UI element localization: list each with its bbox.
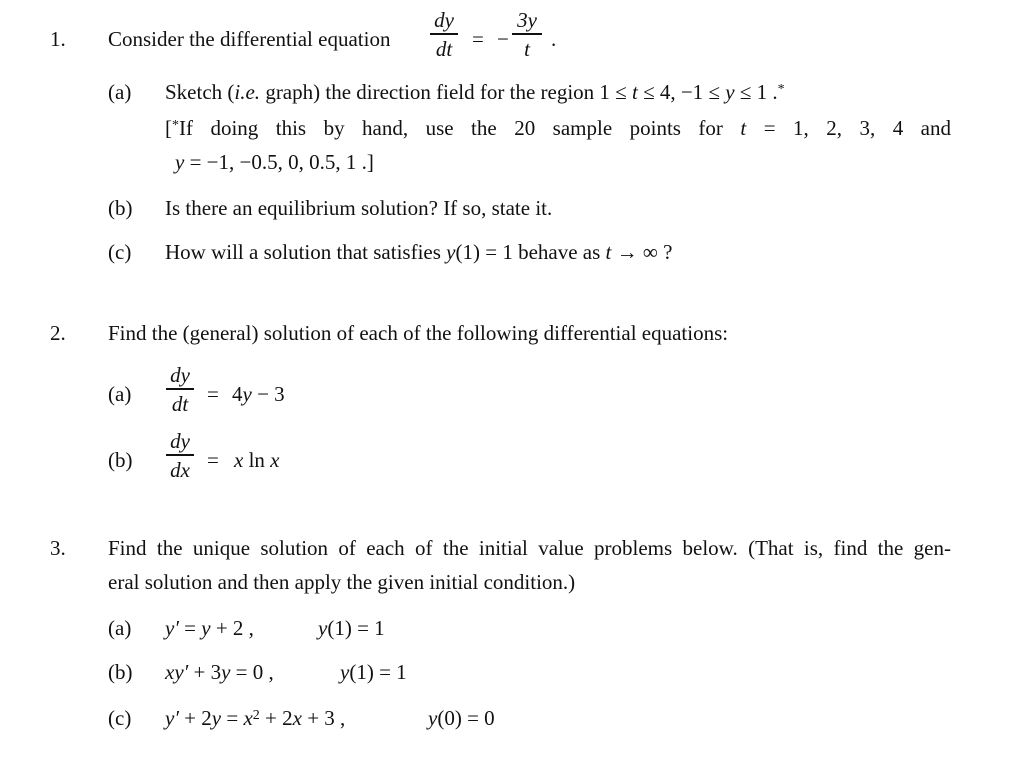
q1-equals: = bbox=[472, 27, 484, 51]
q3a-equals: = bbox=[178, 616, 202, 640]
q3c-var-x: x bbox=[243, 706, 253, 730]
q1a-note-text-2: = 1, 2, 3, 4 and bbox=[746, 116, 951, 140]
q1-part-a-note-line-2 bbox=[175, 150, 374, 175]
q1a-note-text-1: If doing this by hand, use the 20 sample points for bbox=[179, 116, 741, 140]
q1c-text-3: → ∞ ? bbox=[611, 240, 673, 264]
question-3-line-2: eral solution and then apply the given initial condition.) bbox=[108, 570, 576, 594]
q1a-var-t: t bbox=[631, 80, 638, 104]
question-3-line-1: Find the unique solution of each of the initial value problems below. (That is, find the gen- bbox=[108, 536, 951, 560]
q3a-ic-value: (1) = 1 bbox=[327, 616, 385, 640]
q2a-rhs bbox=[232, 382, 285, 407]
q3c-plus-2: + 2 bbox=[259, 706, 293, 730]
q3-part-b-initial-condition bbox=[340, 660, 407, 685]
q1a-text-4: ≤ 1 . bbox=[734, 80, 778, 104]
q3-part-c-label: (c) bbox=[108, 706, 132, 730]
q1a-note-bracket: [ bbox=[165, 116, 172, 140]
question-2-intro: Find the (general) solution of each of the following differential equations: bbox=[108, 321, 729, 345]
q1a-note-var-t: t bbox=[740, 116, 747, 140]
q1-lhs-fraction-bar bbox=[430, 33, 458, 35]
q3c-yprime: y′ bbox=[165, 706, 179, 730]
q2b-rhs-var-x-2: x bbox=[270, 448, 280, 472]
q1c-var-t: t bbox=[605, 240, 612, 264]
q2a-equals: = bbox=[207, 382, 219, 406]
q2b-denominator: dx bbox=[170, 457, 190, 482]
q1-part-a-label: (a) bbox=[108, 80, 132, 104]
q1c-text-1: How will a solution that satisfies bbox=[165, 240, 447, 264]
q1-part-a-note-line-1 bbox=[165, 116, 951, 141]
q3a-ic-var-y: y bbox=[318, 616, 328, 640]
q1-period: . bbox=[551, 27, 557, 51]
question-3-number: 3. bbox=[50, 536, 66, 560]
q3b-xyprime: xy′ bbox=[165, 660, 189, 684]
q1-part-c-text bbox=[165, 240, 672, 265]
q1a-text-3: ≤ 4, −1 ≤ bbox=[637, 80, 726, 104]
q2a-rhs-coef: 4 bbox=[232, 382, 243, 406]
q3b-equals-zero: = 0 , bbox=[230, 660, 274, 684]
q3c-exponent: 2 bbox=[252, 708, 260, 723]
q1a-text-1: Sketch ( bbox=[165, 80, 235, 104]
q3-part-c-equation bbox=[165, 706, 345, 731]
q3-part-a-equation bbox=[165, 616, 254, 641]
q2a-fraction bbox=[166, 364, 194, 415]
q3c-plus-coef: + 2 bbox=[178, 706, 212, 730]
q1c-text-2: (1) = 1 behave as bbox=[455, 240, 606, 264]
q3c-ic-value: (0) = 0 bbox=[437, 706, 495, 730]
q1a-note-star: * bbox=[172, 118, 179, 133]
q1c-var-y: y bbox=[446, 240, 456, 264]
q1a-note-var-y: y bbox=[175, 150, 185, 174]
q1-part-b-label: (b) bbox=[108, 196, 133, 220]
q1-part-c-label: (c) bbox=[108, 240, 132, 264]
q2b-equals: = bbox=[207, 448, 219, 472]
q3a-yprime: y′ bbox=[165, 616, 179, 640]
q3b-ic-var-y: y bbox=[340, 660, 350, 684]
q3a-const: + 2 , bbox=[210, 616, 254, 640]
q3b-plus-coef: + 3 bbox=[188, 660, 222, 684]
q3c-plus-3: + 3 , bbox=[301, 706, 346, 730]
q3c-equals: = bbox=[221, 706, 244, 730]
q3-part-b-label: (b) bbox=[108, 660, 133, 684]
q3-part-a-label: (a) bbox=[108, 616, 132, 640]
q2a-denominator: dt bbox=[171, 391, 189, 416]
q2b-rhs-var-x: x bbox=[234, 448, 244, 472]
q3c-var-x-2: x bbox=[292, 706, 302, 730]
q2b-fraction bbox=[166, 430, 194, 481]
q2b-rhs bbox=[234, 448, 280, 473]
q1-rhs-fraction bbox=[512, 9, 542, 60]
q1a-ie: i.e. bbox=[234, 80, 261, 104]
q3-part-b-equation bbox=[165, 660, 274, 685]
q1-part-a-text bbox=[165, 80, 785, 105]
q2b-numerator: dy bbox=[170, 429, 190, 453]
q2b-rhs-ln: ln bbox=[243, 448, 271, 472]
q3b-ic-value: (1) = 1 bbox=[349, 660, 407, 684]
q3c-ic-var-y: y bbox=[428, 706, 438, 730]
q2a-numerator: dy bbox=[170, 363, 190, 387]
q3c-var-y: y bbox=[211, 706, 222, 730]
question-1-intro: Consider the differential equation bbox=[108, 27, 391, 51]
q2-part-a-label: (a) bbox=[108, 382, 132, 406]
q1a-footnote-star: * bbox=[777, 82, 785, 97]
q1-part-b-text: Is there an equilibrium solution? If so, state it. bbox=[165, 196, 553, 220]
q1-rhs-denominator: t bbox=[524, 36, 530, 61]
q1-rhs-numerator: 3y bbox=[517, 8, 537, 32]
question-1-number: 1. bbox=[50, 27, 66, 51]
q2-part-b-label: (b) bbox=[108, 448, 133, 472]
q1a-var-y: y bbox=[725, 80, 735, 104]
question-2-number: 2. bbox=[50, 321, 66, 345]
q1a-text-2: graph) the direction field for the region 1 ≤ bbox=[260, 80, 632, 104]
q2a-rhs-const: − 3 bbox=[251, 382, 285, 406]
q1-lhs-denominator: dt bbox=[435, 36, 453, 61]
q2a-rhs-var-y: y bbox=[242, 382, 252, 406]
q2b-fraction-bar bbox=[166, 454, 194, 456]
q3-part-c-initial-condition bbox=[428, 706, 495, 731]
q3-part-a-initial-condition bbox=[318, 616, 385, 641]
q2a-fraction-bar bbox=[166, 388, 194, 390]
q1-rhs-fraction-bar bbox=[512, 33, 542, 35]
q1-minus: − bbox=[497, 27, 509, 51]
q3a-var-y: y bbox=[201, 616, 211, 640]
q1a-note-text-3: = −1, −0.5, 0, 0.5, 1 .] bbox=[184, 150, 374, 174]
q1-lhs-fraction bbox=[430, 9, 458, 60]
q3b-var-y: y bbox=[221, 660, 231, 684]
q1-lhs-numerator: dy bbox=[434, 8, 454, 32]
